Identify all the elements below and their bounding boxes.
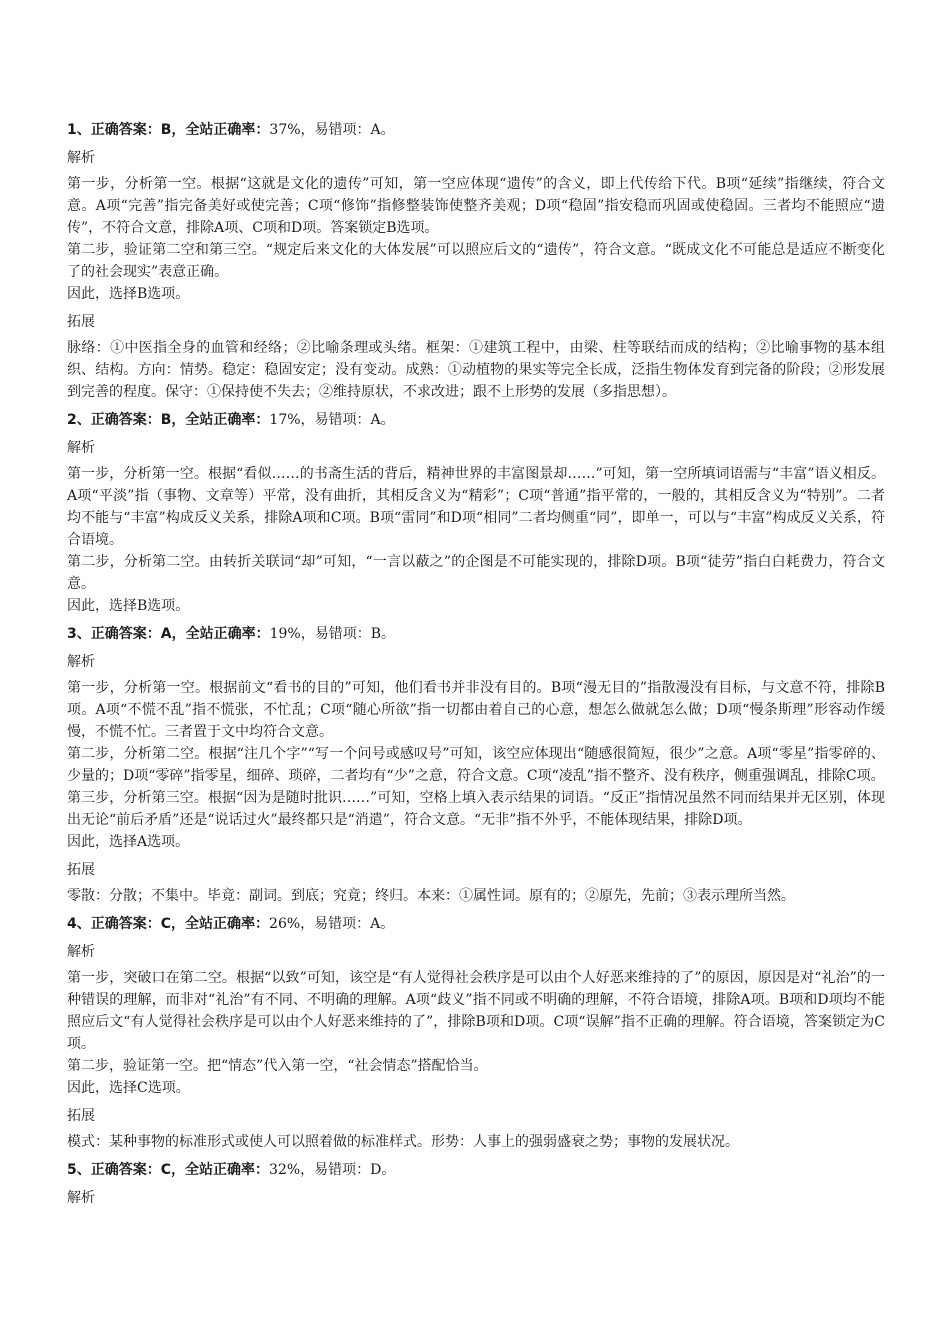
accuracy-label: 全站正确率： [185, 1162, 270, 1178]
question-block [67, 403, 885, 617]
analysis-paragraph: 因此，选择B选项。 [67, 286, 190, 302]
question-number: 2、 [67, 412, 91, 428]
answer-label: 正确答案： [90, 1162, 161, 1178]
answer-label: 正确答案： [90, 916, 161, 932]
analysis-paragraph: 第一步，分析第一空。根据前文“看书的目的”可知，他们看书并非没有目的。B项“漫无目的”指散漫没有目标，与文意不符，排除B项。A项“不慌不乱”指不慌张，不忙乱；C项“随心所欲”指一切都由着自己的心意，想怎么做就怎么做；D项“慢条斯理”形容动作缓慢，不慌不忙。三者置于文中均符合文意。 [67, 680, 885, 740]
accuracy-label: 全站正确率： [185, 412, 270, 428]
analysis-paragraph: 第一步，分析第一空。根据“看似……的书斋生活的背后，精神世界的丰富图景却……”可知，第一空所填词语需与“丰富”语义相反。A项“平淡”指（事物、文章等）平常，没有曲折，其相反含义为“精彩”；C项“普通”指平常的，一般的，其相反含义为“特别”。二者均不能与“丰富”构成反义关系，排除A项和C项。B项“雷同”和D项“相同”二者均侧重“同”，即单一，可以与“丰富”构成反义关系，符合语境。 [67, 466, 885, 548]
analysis-title: 解析 [67, 150, 95, 166]
accuracy-value: 26%，易错项：A。 [269, 916, 395, 932]
answer-label: 正确答案： [90, 122, 161, 138]
accuracy-label: 全站正确率： [185, 626, 270, 642]
analysis-paragraph: 第二步，验证第二空和第三空。“规定后来文化的大体发展”可以照应后文的“遗传”，符合文意。“既成文化不可能总是适应不断变化了的社会现实”表意正确。 [67, 242, 885, 280]
question-block [67, 907, 885, 1153]
analysis-title: 解析 [67, 1190, 95, 1206]
analysis-paragraph: 因此，选择B选项。 [67, 598, 190, 614]
expand-title: 拓展 [67, 1108, 95, 1124]
answer-value: B， [160, 122, 186, 138]
question-block [67, 617, 885, 907]
expand-title: 拓展 [67, 314, 95, 330]
expand-paragraph: 模式：某种事物的标准形式或使人可以照着做的标准样式。形势：人事上的强弱盛衰之势；事物的发展状况。 [67, 1134, 739, 1150]
question-number: 3、 [67, 626, 91, 642]
analysis-paragraph: 因此，选择A选项。 [67, 834, 190, 850]
question-number: 4、 [67, 916, 91, 932]
analysis-paragraph: 第二步，验证第一空。把“情态”代入第一空，“社会情态”搭配恰当。 [67, 1058, 488, 1074]
answer-label: 正确答案： [90, 412, 161, 428]
answer-explanations [67, 113, 885, 1213]
analysis-paragraph: 因此，选择C选项。 [67, 1080, 190, 1096]
question-block [67, 1153, 885, 1213]
analysis-paragraph: 第一步，分析第一空。根据“这就是文化的遗传”可知，第一空应体现“遗传”的含义，即上代传给下代。B项“延续”指继续，符合文意。A项“完善”指完备美好或使完善；C项“修饰”指修整装饰使整齐美观；D项“稳固”指安稳而巩固或使稳固。三者均不能照应“遗传”，不符合文意，排除A项、C项和D项。答案锁定B选项。 [67, 176, 885, 236]
answer-value: B， [160, 412, 186, 428]
question-number: 5、 [67, 1162, 91, 1178]
answer-label: 正确答案： [90, 626, 161, 642]
analysis-title: 解析 [67, 654, 95, 670]
accuracy-label: 全站正确率： [185, 916, 270, 932]
analysis-paragraph: 第三步，分析第三空。根据“因为是随时批识……”可知，空格上填入表示结果的词语。“反正”指情况虽然不同而结果并无区别，体现出无论“前后矛盾”还是“说话过火”最终都只是“消遣”，符合文意。“无非”指不外乎，不能体现结果，排除D项。 [67, 790, 885, 828]
accuracy-value: 37%，易错项：A。 [269, 122, 395, 138]
answer-value: A， [160, 626, 186, 642]
question-block [67, 113, 885, 403]
expand-paragraph: 零散：分散；不集中。毕竟：副词。到底；究竟；终归。本来：①属性词。原有的；②原先，先前；③表示理所当然。 [67, 888, 795, 904]
question-answer-header [67, 403, 885, 435]
analysis-paragraph: 第二步，分析第二空。根据“注几个字”“写一个问号或感叹号”可知，该空应体现出“随感很简短，很少”之意。A项“零星”指零碎的、少量的；D项“零碎”指零星，细碎、琐碎，二者均有“少”之意，符合文意。C项“凌乱”指不整齐、没有秩序，侧重强调乱，排除C项。 [67, 746, 885, 784]
accuracy-value: 17%，易错项：A。 [269, 412, 395, 428]
question-answer-header [67, 617, 885, 649]
analysis-paragraph: 第二步，分析第二空。由转折关联词“却”可知，“一言以蔽之”的企图是不可能实现的，排除D项。B项“徒劳”指白白耗费力，符合文意。 [67, 554, 885, 592]
analysis-title: 解析 [67, 440, 95, 456]
accuracy-value: 32%，易错项：D。 [269, 1162, 396, 1178]
analysis-paragraph: 第一步，突破口在第二空。根据“以致”可知，该空是“有人觉得社会秩序是可以由个人好恶来维持的了”的原因，原因是对“礼治”的一种错误的理解，而非对“礼治”有不同、不明确的理解。A项“歧义”指不同或不明确的理解，不符合语境，排除A项。B项和D项均不能照应后文“有人觉得社会秩序是可以由个人好恶来维持的了”，排除B项和D项。C项“误解”指不正确的理解。符合语境，答案锁定为C项。 [67, 970, 885, 1052]
question-number: 1、 [67, 122, 91, 138]
accuracy-label: 全站正确率： [185, 122, 270, 138]
answer-value: C， [160, 916, 186, 932]
analysis-title: 解析 [67, 944, 95, 960]
expand-title: 拓展 [67, 862, 95, 878]
expand-paragraph: 脉络：①中医指全身的血管和经络；②比喻条理或头绪。框架：①建筑工程中，由梁、柱等联结而成的结构；②比喻事物的基本组织、结构。方向：情势。稳定：稳固安定；没有变动。成熟：①动植物的果实等完全长成，泛指生物体发育到完备的阶段；②形发展到完善的程度。保守：①保持使不失去；②维持原状，不求改进；跟不上形势的发展（多指思想）。 [67, 340, 885, 400]
question-answer-header [67, 113, 885, 145]
question-answer-header [67, 1153, 885, 1185]
answer-value: C， [160, 1162, 186, 1178]
question-answer-header [67, 907, 885, 939]
accuracy-value: 19%，易错项：B。 [269, 626, 395, 642]
